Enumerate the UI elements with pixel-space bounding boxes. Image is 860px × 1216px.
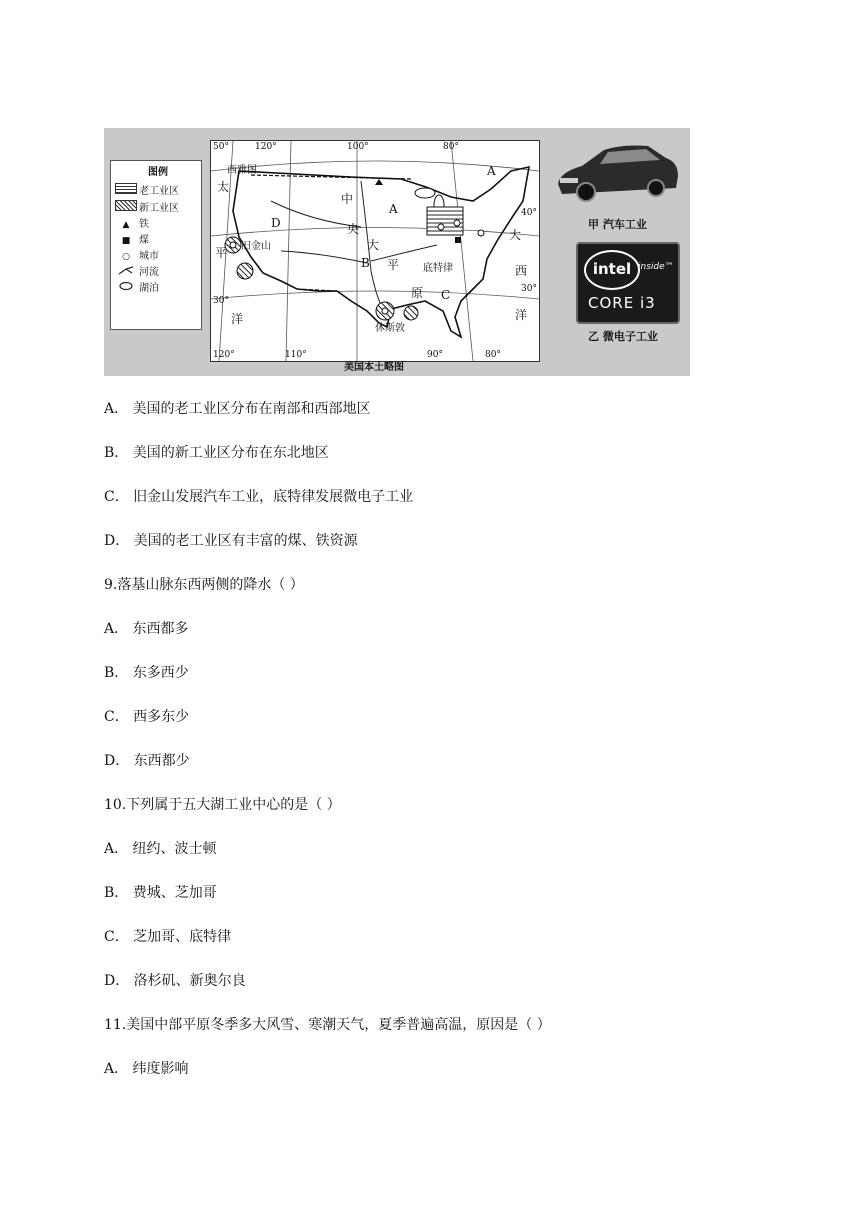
q9-option-c: C． 西多东少	[104, 709, 190, 725]
q9-option-d: D． 东西都少	[104, 753, 190, 769]
label-pacific-3: 洋	[231, 312, 244, 326]
label-a-upper: A	[487, 164, 496, 178]
q8-option-a: A． 美国的老工业区分布在南部和西部地区	[104, 401, 371, 417]
map-legend	[110, 160, 202, 330]
label-lat-40: 40°	[521, 208, 537, 218]
legend-title: 图例	[148, 167, 168, 178]
map-title: 美国本土略图	[344, 362, 404, 373]
core-model-text: CORE i3	[588, 294, 656, 312]
city-seattle: 西雅图	[227, 165, 257, 176]
label-pacific-2: 平	[215, 246, 228, 260]
legend-city: ○ 城市	[115, 249, 201, 265]
label-atlantic-1: 大	[509, 228, 522, 242]
label-a-lower: A	[389, 202, 398, 216]
city-houston: 休斯敦	[375, 323, 405, 334]
old-industrial-hatch-icon	[115, 183, 137, 194]
label-atlantic-2: 西	[515, 264, 528, 278]
q10-option-c: C． 芝加哥、底特律	[104, 929, 232, 945]
iron-triangle-icon: ▲	[122, 220, 130, 230]
us-map	[210, 140, 540, 362]
q8-option-c: C． 旧金山发展汽车工业，底特律发展微电子工业	[104, 489, 414, 505]
label-central-4: 平	[387, 258, 400, 272]
label-atlantic-3: 洋	[515, 308, 528, 322]
legend-iron: ▲ 铁	[115, 217, 201, 233]
q10-option-a: A． 纽约、波士顿	[104, 841, 217, 857]
label-lon-80: 80°	[443, 142, 459, 152]
car-image	[552, 136, 682, 208]
legend-coal: ■ 煤	[115, 233, 201, 249]
q10-option-d: D． 洛杉矶、新奥尔良	[104, 973, 246, 989]
legend-lake: 湖泊	[115, 281, 201, 297]
label-lat-50: 50°	[213, 142, 229, 152]
q10-stem: 10.下列属于五大湖工业中心的是（ ）	[104, 797, 341, 813]
label-b: B	[361, 256, 370, 270]
label-lon-110: 110°	[285, 350, 307, 360]
intel-logo: intel	[584, 250, 640, 290]
city-circle-icon: ○	[122, 252, 130, 262]
label-lon-80-bottom: 80°	[485, 350, 501, 360]
city-san-francisco: 旧金山	[241, 241, 271, 252]
coal-square-icon: ■	[121, 236, 131, 246]
q8-option-b: B． 美国的新工业区分布在东北地区	[104, 445, 329, 461]
river-icon	[115, 265, 137, 281]
label-lon-100: 100°	[347, 142, 369, 152]
label-pacific-1: 太	[217, 180, 230, 194]
intel-inside-text: inside™	[638, 262, 674, 272]
label-lon-120-bottom: 120°	[213, 350, 235, 360]
city-detroit: 底特律	[423, 263, 453, 274]
label-d: D	[271, 216, 281, 230]
legend-river: 河流	[115, 265, 201, 281]
q9-option-a: A． 东西都多	[104, 621, 189, 637]
label-lon-90: 90°	[427, 350, 443, 360]
intel-chip-image	[576, 242, 680, 324]
label-central-2: 央	[347, 222, 360, 236]
q9-option-b: B． 东多西少	[104, 665, 189, 681]
chip-caption: 乙 微电子工业	[588, 330, 658, 343]
legend-new-industrial: 新工业区	[115, 200, 201, 217]
q8-option-d: D． 美国的老工业区有丰富的煤、铁资源	[104, 533, 358, 549]
q11-option-a: A． 纬度影响	[104, 1061, 189, 1077]
new-industrial-hatch-icon	[115, 200, 137, 211]
q10-option-b: B． 费城、芝加哥	[104, 885, 217, 901]
label-c: C	[441, 288, 451, 302]
lake-icon	[115, 281, 137, 297]
legend-old-industrial: 老工业区	[115, 183, 201, 200]
label-lat-30-left: 30°	[213, 296, 229, 306]
label-central-3: 大	[367, 238, 380, 252]
q11-stem: 11.美国中部平原冬季多大风雪、寒潮天气，夏季普遍高温，原因是（ ）	[104, 1017, 551, 1033]
car-caption: 甲 汽车工业	[588, 218, 647, 231]
label-lat-30-right: 30°	[521, 284, 537, 294]
q9-stem: 9.落基山脉东西两侧的降水（ ）	[104, 577, 304, 593]
label-central-1: 中	[341, 192, 354, 206]
label-central-5: 原	[411, 286, 424, 300]
question-figure	[104, 128, 690, 376]
label-lon-120: 120°	[255, 142, 277, 152]
